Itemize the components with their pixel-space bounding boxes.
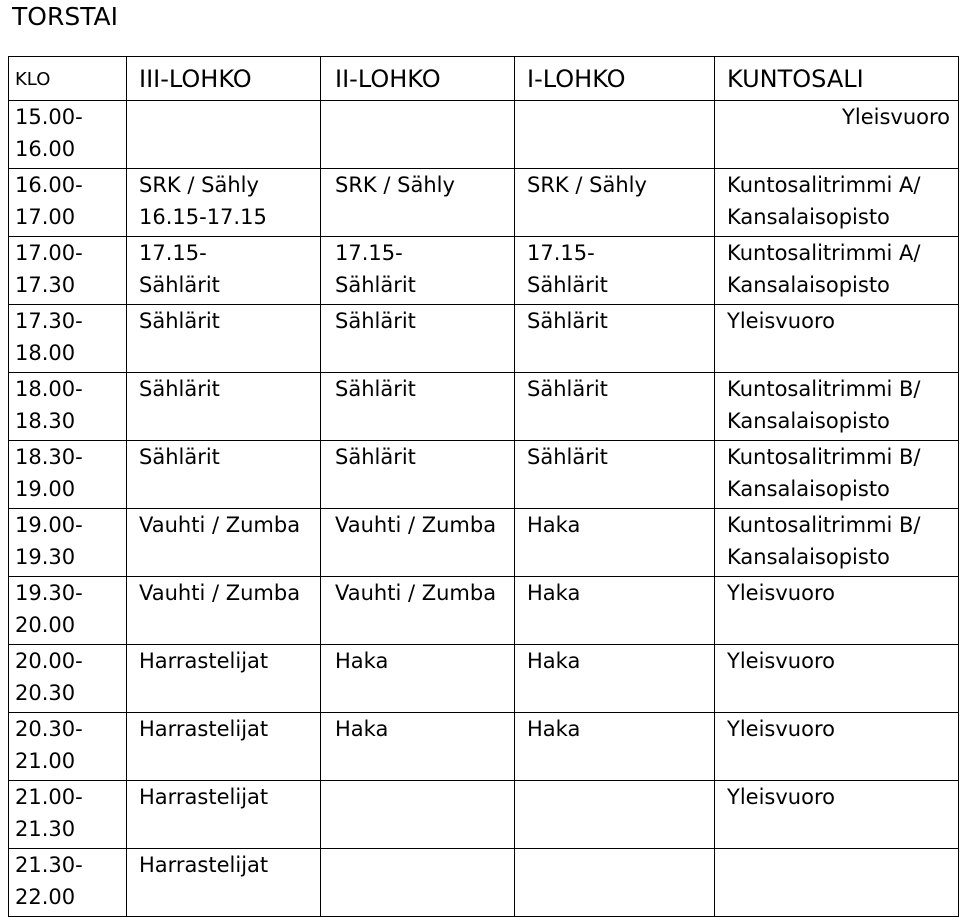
kuntosali-cell: [715, 645, 959, 713]
lohko3-cell: [127, 577, 321, 645]
lohko2-cell-text: Sählärit: [335, 445, 416, 469]
lohko2-cell: [321, 849, 515, 917]
kuntosali-cell: [715, 849, 959, 917]
kuntosali-cell-text: Kuntosalitrimmi A/ Kansalaisopisto: [727, 173, 921, 229]
table-row: [9, 849, 959, 917]
lohko1-cell-text: Haka: [527, 717, 581, 741]
kuntosali-cell-text: Yleisvuoro: [727, 717, 835, 741]
lohko2-cell: [321, 441, 515, 509]
lohko3-cell-text: SRK / Sähly 16.15-17.15: [139, 173, 267, 229]
kuntosali-cell-text: Yleisvuoro: [727, 581, 835, 605]
lohko3-cell: [127, 101, 321, 169]
lohko3-cell-text: Vauhti / Zumba: [139, 581, 301, 605]
time-cell: [9, 373, 127, 441]
time-cell-text: 19.00- 19.30: [15, 513, 83, 569]
lohko1-cell: [515, 781, 715, 849]
table-row: [9, 237, 959, 305]
time-cell: [9, 713, 127, 781]
time-cell: [9, 169, 127, 237]
lohko1-cell: [515, 305, 715, 373]
lohko3-cell: [127, 781, 321, 849]
kuntosali-cell: [715, 509, 959, 577]
time-cell: [9, 781, 127, 849]
lohko3-cell: [127, 169, 321, 237]
lohko2-cell-text: Sählärit: [335, 377, 416, 401]
lohko2-cell-text: SRK / Sähly: [335, 173, 455, 197]
time-cell: [9, 101, 127, 169]
kuntosali-cell-text: Yleisvuoro: [727, 785, 835, 809]
lohko3-cell: [127, 237, 321, 305]
lohko1-cell-text: Sählärit: [527, 445, 608, 469]
kuntosali-cell: [715, 237, 959, 305]
lohko3-cell-text: Harrastelijat: [139, 853, 269, 877]
kuntosali-cell: [715, 713, 959, 781]
time-cell-text: 18.00- 18.30: [15, 377, 83, 433]
lohko2-cell-text: Vauhti / Zumba: [335, 513, 497, 537]
table-row: [9, 509, 959, 577]
lohko1-cell: [515, 101, 715, 169]
lohko2-cell-text: Haka: [335, 717, 389, 741]
time-cell-text: 20.30- 21.00: [15, 717, 83, 773]
table-row: [9, 373, 959, 441]
lohko3-cell: [127, 441, 321, 509]
lohko1-cell: [515, 577, 715, 645]
time-cell-text: 18.30- 19.00: [15, 445, 83, 501]
lohko3-cell-text: Harrastelijat: [139, 785, 269, 809]
header-lohko2: II-LOHKO: [321, 57, 515, 101]
time-cell: [9, 441, 127, 509]
time-cell: [9, 577, 127, 645]
schedule-table: [8, 56, 959, 917]
lohko3-cell-text: 17.15- Sählärit: [139, 241, 220, 297]
lohko1-cell-text: Haka: [527, 581, 581, 605]
lohko2-cell: [321, 713, 515, 781]
lohko3-cell-text: Sählärit: [139, 445, 220, 469]
time-cell: [9, 305, 127, 373]
lohko1-cell: [515, 849, 715, 917]
table-row: [9, 305, 959, 373]
kuntosali-cell-text: Kuntosalitrimmi A/ Kansalaisopisto: [727, 241, 921, 297]
kuntosali-cell: [715, 169, 959, 237]
lohko2-cell: [321, 645, 515, 713]
lohko3-cell: [127, 645, 321, 713]
kuntosali-cell-text: Kuntosalitrimmi B/ Kansalaisopisto: [727, 513, 921, 569]
lohko3-cell-text: Sählärit: [139, 377, 220, 401]
kuntosali-cell: [715, 781, 959, 849]
header-lohko1: I-LOHKO: [515, 57, 715, 101]
lohko3-cell: [127, 849, 321, 917]
time-cell-text: 16.00- 17.00: [15, 173, 83, 229]
header-kuntosali: KUNTOSALI: [715, 57, 959, 101]
kuntosali-cell: [715, 373, 959, 441]
time-cell-text: 17.30- 18.00: [15, 309, 83, 365]
lohko2-cell-text: Haka: [335, 649, 389, 673]
lohko2-cell: [321, 237, 515, 305]
lohko1-cell: [515, 169, 715, 237]
lohko1-cell: [515, 441, 715, 509]
time-cell-text: 21.00- 21.30: [15, 785, 83, 841]
lohko3-cell: [127, 305, 321, 373]
lohko1-cell-text: SRK / Sähly: [527, 173, 647, 197]
kuntosali-cell-text: Yleisvuoro: [842, 105, 950, 129]
time-cell: [9, 237, 127, 305]
time-cell: [9, 509, 127, 577]
lohko3-cell-text: Harrastelijat: [139, 649, 269, 673]
kuntosali-cell-text: Kuntosalitrimmi B/ Kansalaisopisto: [727, 445, 921, 501]
page-title: TORSTAI: [12, 2, 118, 31]
time-cell: [9, 645, 127, 713]
kuntosali-cell: [715, 101, 959, 169]
lohko3-cell-text: Vauhti / Zumba: [139, 513, 301, 537]
lohko2-cell: [321, 509, 515, 577]
header-lohko3: III-LOHKO: [127, 57, 321, 101]
lohko2-cell-text: Vauhti / Zumba: [335, 581, 497, 605]
lohko3-cell: [127, 713, 321, 781]
kuntosali-cell: [715, 305, 959, 373]
time-cell: [9, 849, 127, 917]
lohko1-cell-text: Haka: [527, 649, 581, 673]
lohko1-cell: [515, 713, 715, 781]
table-row: [9, 781, 959, 849]
lohko2-cell: [321, 577, 515, 645]
time-cell-text: 20.00- 20.30: [15, 649, 83, 705]
header-row: [9, 57, 959, 101]
lohko2-cell-text: 17.15- Sählärit: [335, 241, 416, 297]
time-cell-text: 15.00- 16.00: [15, 105, 83, 161]
lohko1-cell-text: Sählärit: [527, 377, 608, 401]
table-row: [9, 441, 959, 509]
lohko3-cell-text: Sählärit: [139, 309, 220, 333]
lohko1-cell-text: Sählärit: [527, 309, 608, 333]
lohko1-cell-text: 17.15- Sählärit: [527, 241, 608, 297]
table-row: [9, 101, 959, 169]
time-cell-text: 19.30- 20.00: [15, 581, 83, 637]
table-row: [9, 577, 959, 645]
table-row: [9, 713, 959, 781]
lohko2-cell: [321, 169, 515, 237]
lohko2-cell: [321, 305, 515, 373]
lohko1-cell: [515, 509, 715, 577]
lohko3-cell: [127, 373, 321, 441]
table-row: [9, 645, 959, 713]
lohko1-cell: [515, 373, 715, 441]
lohko2-cell: [321, 781, 515, 849]
lohko3-cell-text: Harrastelijat: [139, 717, 269, 741]
time-cell-text: 21.30- 22.00: [15, 853, 83, 909]
lohko2-cell: [321, 101, 515, 169]
header-klo: KLO: [9, 57, 127, 101]
lohko3-cell: [127, 509, 321, 577]
kuntosali-cell: [715, 441, 959, 509]
kuntosali-cell-text: Kuntosalitrimmi B/ Kansalaisopisto: [727, 377, 921, 433]
kuntosali-cell: [715, 577, 959, 645]
table-row: [9, 169, 959, 237]
lohko2-cell-text: Sählärit: [335, 309, 416, 333]
lohko1-cell: [515, 645, 715, 713]
lohko1-cell: [515, 237, 715, 305]
kuntosali-cell-text: Yleisvuoro: [727, 649, 835, 673]
lohko1-cell-text: Haka: [527, 513, 581, 537]
time-cell-text: 17.00- 17.30: [15, 241, 83, 297]
kuntosali-cell-text: Yleisvuoro: [727, 309, 835, 333]
lohko2-cell: [321, 373, 515, 441]
